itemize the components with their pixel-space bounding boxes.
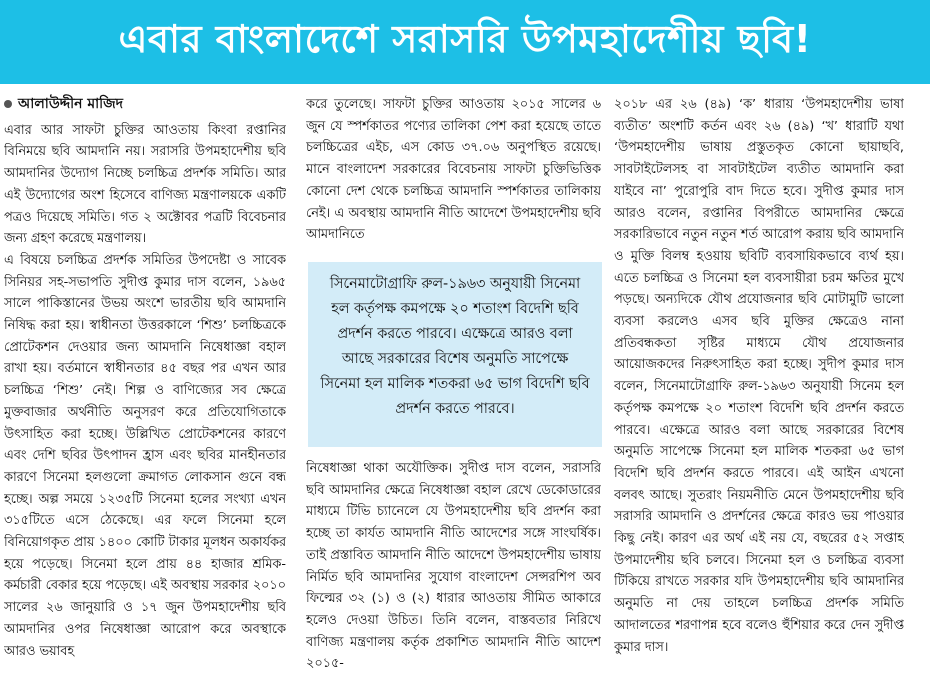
bullet-icon <box>4 100 12 108</box>
pull-quote-text: সিনেমাটোগ্রাফি রুল-১৯৬৩ অনুযায়ী সিনেমা হল কর্তৃপক্ষ কমপক্ষে ২০ শতাংশ বিদেশি ছবি প্রদর্শন করতে পারবে। এক্ষেত্রে আরও বলা আছে সরকারের বিশেষ অনুমতি সাপেক্ষে সিনেমা হল মালিক শতকরা ৬৫ ভাগ বিদেশি ছবি প্রদর্শন করতে পারবে। <box>320 276 590 417</box>
headline-banner <box>0 0 930 84</box>
article-column-2-bottom <box>306 458 601 680</box>
article-column-1 <box>4 94 286 680</box>
paragraph: ২০১৮ এর ২৬ (৪৯) ‘ক’ ধারায় ‘উপমহাদেশীয় ভাষা ব্যতীত’ অংশটি কর্তন এবং ২৬ (৪৯) ‘খ’ ধারাটি যথা ‘উপমহাদেশীয় ভাষায় প্রস্তুতকৃত কোনো ছায়াছবি, সাবটাইটেলসহ বা সাবটাইটেল ব্যতীত আমদানি করা যাইবে না’ পুরোপুরি বাদ দিতে হবে। সুদীপ্ত কুমার দাস আরও বলেন, রপ্তানির বিপরীতে আমদানির ক্ষেত্রে সরকারিভাবে নতুন নতুন শর্ত আরোপ করায় ছবি আমদানি ও মুক্তি বিলম্ব হওয়ায় ছবিটি ব্যবসায়িকভাবে ব্যর্থ হয়। এতে চলচ্চিত্র ও সিনেমা হল ব্যবসায়ীরা চরম ক্ষতির মুখে পড়ছে। অন্যদিকে যৌথ প্রযোজনার ছবি মোটামুটি ভালো ব্যবসা করলেও এসব ছবি মুক্তির ক্ষেত্রেও নানা প্রতিবন্ধকতা সৃষ্টির মাধ্যমে যৌথ প্রযোজনার আয়োজকদের নিরুৎসাহিত করা হচ্ছে। সুদীপ কুমার দাস বলেন, সিনেমাটোগ্রাফি রুল-১৯৬৩ অনুযায়ী সিনেম হল কর্তৃপক্ষ কমপক্ষে ২০ শতাংশ বিদেশি ছবি প্রদর্শন করতে পারবে। এক্ষেত্রে আরও বলা আছে সরকারের বিশেষ অনুমতি সাপেক্ষে সিনেমা হল মালিক শতকরা ৬৫ ভাগ বিদেশি ছবি প্রদর্শন করতে পারবে। এই আইন এখনো বলবৎ আছে। সুতরাং নিয়মনীতি মেনে উপমহাদেশীয় ছবি সরাসরি আমদানি ও প্রদর্শনের ক্ষেত্রে কারও ভয় পাওয়ার কিছু নেই। কারণ এর অর্থ এই নয় যে, বছরের ৫২ সপ্তাহ উপমাদেশীয় ছবি চলবে। সিনেমা হল ও চলচ্চিত্র ব্যবসা টিকিয়ে রাখতে সরকার যদি উপমহাদেশীয় ছবি আমদানির অনুমতি না দেয় তাহলে চলচ্চিত্র প্রদর্শক সমিতি আদালতের শরণাপন্ন হবে বলেও হুঁশিয়ার করে দেন সুদীপ্ত কুমার দাস। <box>614 97 904 655</box>
byline <box>4 94 286 116</box>
headline: এবার বাংলাদেশে সরাসরি উপমহাদেশীয় ছবি! <box>118 17 812 61</box>
author-name: আলাউদ্দীন মাজিদ <box>18 96 124 112</box>
paragraph: এ বিষয়ে চলচ্চিত্র প্রদর্শক সমিতির উপদেষ্টা ও সাবেক সিনিয়র সহ-সভাপতি সুদীপ্ত কুমার দাস বলেন, ১৯৬৫ সালে পাকিস্তানের উভয় অংশে ভারতীয় ছবি আমদানি নিষিদ্ধ করা হয়। স্বাধীনতা উত্তরকালে ‘শিশু’ চলচ্চিত্রকে প্রোটেকশন দেওয়ার জন্য আমদানি নিষেধাজ্ঞা বহাল রাখা হয়। বর্তমানে স্বাধীনতার ৪৫ বছর পর এখন আর চলচ্চিত্র ‘শিশু’ নেই। শিল্প ও বাণিজ্যের সব ক্ষেত্রে মুক্তবাজার অর্থনীতি অনুসরণ করে প্রতিযোগিতাকে উৎসাহিত করা হচ্ছে। উল্লিখিত প্রোটেকশনের কারণে এবং দেশি ছবির উৎপাদন হ্রাস এবং ছবির মানহীনতার কারণে সিনেমা হলগুলো ক্রমাগত লোকসান গুনে বন্ধ হচ্ছে। অল্প সময়ে ১২৩৫টি সিনেমা হলের সংখ্যা এখন ৩১৫টিতে এসে ঠেকেছে। এর ফলে সিনেমা হলে বিনিয়োগকৃত প্রায় ১৪০০ কোটি টাকার মূলধন অকার্যকর হয়ে পড়েছে। সিনেমা হলে প্রায় ৪৪ হাজার শ্রমিক-কর্মচারী বেকার হয়ে পড়েছে। এই অবস্থায় সরকার ২০১০ সালের ২৬ জানুয়ারি ও ১৭ জুন উপমহাদেশীয় ছবি আমদানির ওপর নিষেধাজ্ঞা আরোপ করে অবস্থাকে আরও ভয়াবহ <box>4 252 286 659</box>
article-column-3 <box>614 94 904 680</box>
paragraph: এবার আর সাফটা চুক্তির আওতায় কিংবা রপ্তানির বিনিময়ে ছবি আমদানি নয়। সরাসরি উপমহাদেশীয় ছবি আমদানির উদ্যোগ নিচ্ছে চলচ্চিত্র প্রদর্শক সমিতি। আর এই উদ্যোগের অংশ হিসেবে বাণিজ্য মন্ত্রণালয়কে একটি পত্রও দিয়েছে সমিতি। গত ২ অক্টোবর পত্রটি বিবেচনার জন্য গ্রহণ করেছে মন্ত্রণালয়। <box>4 122 286 247</box>
article-column-2-top <box>306 94 601 254</box>
paragraph: করে তুলেছে। সাফটা চুক্তির আওতায় ২০১৫ সালের ৬ জুন যে স্পর্শকাতর পণ্যের তালিকা পেশ করা হয়েছে তাতে চলচ্চিত্রের এইচ, এস কোড ৩৭.০৬ অনুপস্থিত রয়েছে। মানে বাংলাদেশ সরকারের বিবেচনায় সাফটা চুক্তিভিত্তিক কোনো দেশ থেকে চলচ্চিত্র আমদানি স্পর্শকাতর তালিকায় নেই। এ অবস্থায় আমদানি নীতি আদেশে উপমহাদেশীয় ছবি আমদানিতে <box>306 97 601 243</box>
pull-quote-box <box>308 262 602 447</box>
paragraph: নিষেধাজ্ঞা থাকা অযৌক্তিক। সুদীপ্ত দাস বলেন, সরাসরি ছবি আমদানির ক্ষেত্রে নিষেধাজ্ঞা বহাল রেখে ডেকোডারের মাধ্যমে টিভি চ্যানেলে যে উপমহাদেশীয় ছবি প্রদর্শন করা হচ্ছে তা কার্যত আমদানি নীতি আদেশের সঙ্গে সাংঘর্ষিক। তাই প্রস্তাবিত আমদানি নীতি আদেশে উপমহাদেশীয় ভাষায় নির্মিত ছবি আমদানির সুযোগ বাংলাদেশ সেন্সরশিপ অব ফিল্মের ৩২ (১) ও (২) ধারার আওতায় সীমিত আকারে হলেও দেওয়া উচিত। তিনি বলেন, বাস্তবতার নিরিখে বাণিজ্য মন্ত্রণালয় কর্তৃক প্রকাশিত আমদানি নীতি আদেশ ২০১৫- <box>306 461 601 672</box>
